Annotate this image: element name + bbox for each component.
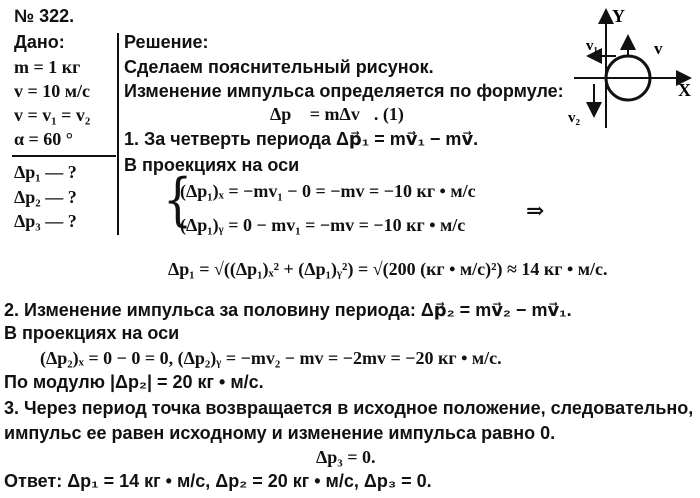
given-divider bbox=[12, 155, 116, 157]
label-x: X bbox=[678, 80, 691, 100]
part3-line1: 3. Через период точка возвращается в исходное положение, следовательно, bbox=[4, 398, 694, 418]
label-v2: v₂ bbox=[568, 110, 580, 126]
part3-formula: Δp₃ = 0. bbox=[316, 447, 376, 467]
find-dp2: Δp₂ — ? bbox=[14, 187, 77, 207]
given-speed-equality: v = v₁ = v₂ bbox=[14, 105, 91, 125]
formula-1: Δp⃗ = mΔv⃗. (1) bbox=[270, 104, 404, 124]
system-brace: { bbox=[163, 165, 193, 233]
problem-number: № 322. bbox=[14, 6, 75, 26]
part2-line2: В проекциях на оси bbox=[4, 323, 180, 343]
implies-arrow: ⇒ bbox=[526, 198, 545, 223]
velocity-diagram bbox=[568, 4, 698, 134]
solution-header: Решение: bbox=[124, 32, 209, 52]
given-speed: v = 10 м/с bbox=[14, 81, 91, 101]
find-dp1: Δp₁ — ? bbox=[14, 162, 77, 182]
answer-line: Ответ: Δp₁ = 14 кг • м/с, Δp₂ = 20 кг • м/с, Δp₃ = 0. bbox=[4, 471, 432, 491]
solution-line-formula-intro: Изменение импульса определяется по формуле: bbox=[124, 81, 564, 101]
eq-dp1-x: (Δp₁)ₓ = −mv₁ − 0 = −mv = −10 кг • м/с bbox=[180, 181, 476, 201]
given-vertical-divider bbox=[117, 33, 119, 235]
label-y: Y bbox=[612, 6, 625, 26]
label-v: v bbox=[654, 39, 663, 58]
magnitude-dp1: Δp₁ = √((Δp₁)ₓ² + (Δp₁)ᵧ²) = √(200 (кг • м/с)²) ≈ 14 кг • м/с. bbox=[168, 259, 608, 279]
given-header: Дано: bbox=[14, 32, 65, 52]
projections-header: В проекциях на оси bbox=[124, 155, 300, 175]
part2-line3: (Δp₂)ₓ = 0 − 0 = 0, (Δp₂)ᵧ = −mv₂ − mv = −2mv = −20 кг • м/с. bbox=[40, 348, 502, 368]
part3-line2: импульс ее равен исходному и изменение импульса равно 0. bbox=[4, 423, 556, 443]
eq-dp1-y: (Δp₁)ᵧ = 0 − mv₁ = −mv = −10 кг • м/с bbox=[180, 215, 466, 235]
step-1: 1. За четверть периода Δp⃗₁ = mv⃗₁ − mv⃗. bbox=[124, 129, 479, 149]
label-v1: v₁ bbox=[586, 38, 598, 54]
find-dp3: Δp₃ — ? bbox=[14, 211, 77, 231]
given-mass: m = 1 кг bbox=[14, 57, 81, 77]
solution-line-drawing: Сделаем пояснительный рисунок. bbox=[124, 57, 434, 77]
part2-line1: 2. Изменение импульса за половину периода: Δp⃗₂ = mv⃗₂ − mv⃗₁. bbox=[4, 300, 572, 320]
part2-line4: По модулю |Δp₂| = 20 кг • м/с. bbox=[4, 372, 264, 392]
given-angle: α = 60 ° bbox=[14, 129, 74, 149]
